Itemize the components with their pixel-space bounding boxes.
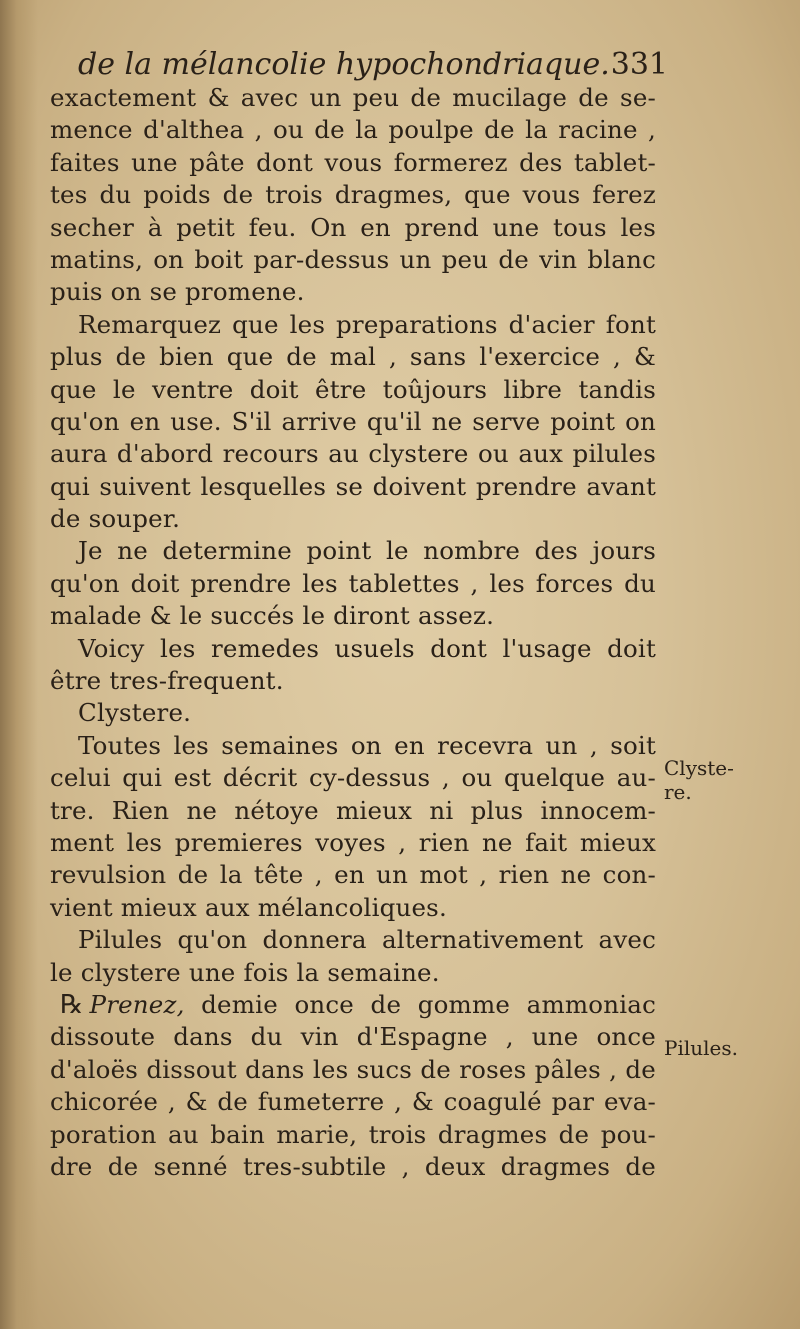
running-head-title: de la mélancolie hypochondriaque.	[78, 47, 610, 82]
text-line: de souper.	[50, 504, 181, 534]
recipe-symbol: ℞	[60, 989, 84, 1020]
page-number: 331	[610, 47, 668, 82]
text-line: aura d'abord recours au clystere ou aux pilules	[50, 439, 656, 469]
text-line: être tres-frequent.	[50, 666, 284, 696]
text-line: Remarquez que les preparations d'acier font	[78, 309, 656, 339]
text-line: vient mieux aux mélancoliques.	[50, 892, 447, 922]
text-line: d'aloës dissout dans les sucs de roses pâles , de	[50, 1054, 656, 1084]
margin-note-pilules: Pilules.	[664, 1036, 738, 1060]
text-line: Toutes les semaines on en recevra un , soit	[78, 730, 656, 760]
text-line: revulsion de la tête , en un mot , rien ne con-	[50, 860, 656, 890]
margin-note-clystere-line1: Clyste-	[664, 756, 734, 780]
text-line: matins, on boit par-dessus un peu de vin blanc	[50, 244, 656, 274]
text-line: poration au bain marie, trois dragmes de pou-	[50, 1119, 656, 1149]
text-line: celui qui est décrit cy-dessus , ou quelque au-	[50, 763, 656, 793]
text-line: exactement & avec un peu de mucilage de se-	[50, 83, 656, 112]
text-line: Pilules qu'on donnera alternativement avec	[78, 925, 656, 955]
text-line: puis on se promene.	[50, 277, 305, 307]
text-line: mence d'althea , ou de la poulpe de la racine ,	[50, 115, 656, 145]
text-line: le clystere une fois la semaine.	[50, 957, 440, 987]
text-line: dissoute dans du vin d'Espagne , une once	[50, 1022, 656, 1052]
recipe-text: demie once de gomme ammoniac	[201, 989, 656, 1019]
text-line: plus de bien que de mal , sans l'exercice , &	[50, 342, 656, 372]
margin-note-clystere-line2: re.	[664, 780, 692, 804]
text-line: faites une pâte dont vous formerez des tablet-	[50, 147, 656, 177]
text-line: Je ne determine point le nombre des jours	[78, 536, 656, 566]
body-text	[50, 82, 656, 1183]
text-line: chicorée , & de fumeterre , & coagulé par eva-	[50, 1087, 656, 1117]
text-line: dre de senné tres-subtile , deux dragmes de	[50, 1151, 656, 1181]
text-line: qu'on en use. S'il arrive qu'il ne serve point on	[50, 406, 656, 436]
gutter-shadow	[0, 0, 38, 1329]
recipe-word: Prenez,	[89, 989, 185, 1019]
text-line: tes du poids de trois dragmes, que vous ferez	[50, 180, 656, 210]
text-line: tre. Rien ne nétoye mieux ni plus innocem-	[50, 795, 656, 825]
text-line: qu'on doit prendre les tablettes , les forces du	[50, 568, 656, 598]
text-line: qui suivent lesquelles se doivent prendre avant	[50, 471, 656, 501]
section-heading-clystere: Clystere.	[78, 698, 192, 728]
text-line: Voicy les remedes usuels dont l'usage doit	[78, 633, 656, 663]
text-line: malade & le succés le diront assez.	[50, 601, 495, 631]
margin-note-clystere	[664, 756, 734, 804]
text-line: secher à petit feu. On en prend une tous les	[50, 212, 656, 242]
recipe-line	[50, 989, 656, 1021]
text-line: ment les premieres voyes , rien ne fait mieux	[50, 827, 656, 857]
text-line: que le ventre doit être toûjours libre tandis	[50, 374, 656, 404]
